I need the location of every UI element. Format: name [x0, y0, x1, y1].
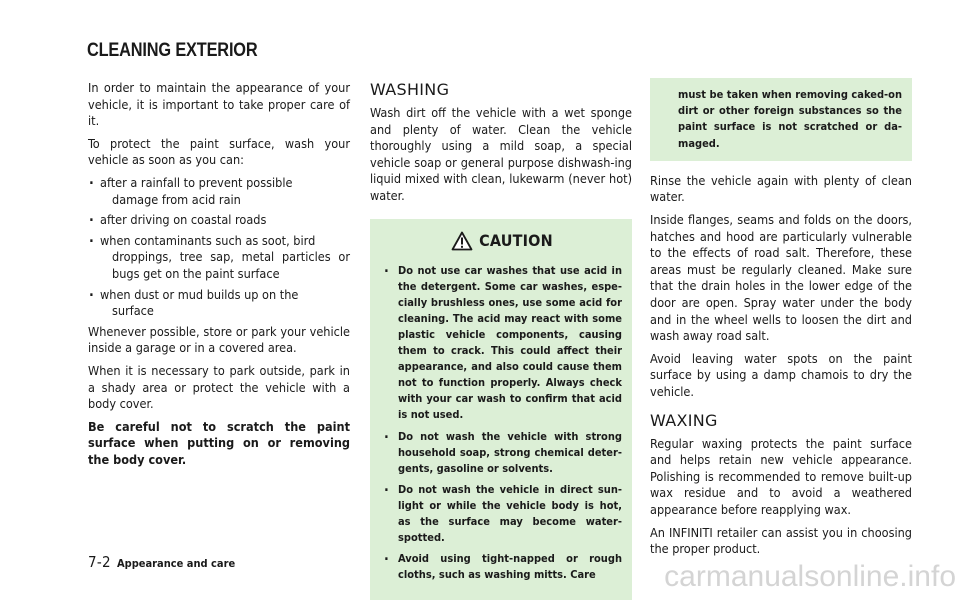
column-middle — [370, 80, 632, 600]
caution-title: CAUTION — [479, 231, 553, 251]
page-footer — [88, 553, 235, 571]
wash-paragraph: Wash dirt off the vehicle with a wet sponge and plenty of water. Clean the vehicle thoroughly using a mild soap, a special vehicle soap or general purpose dishwash-ing liquid mixed with clean, lukewarm (never hot) water. — [370, 105, 632, 203]
caution-continuation: must be taken when removing caked-on dirt or other foreign substances so the paint surface is not scratched or da-maged. — [678, 88, 902, 150]
protect-paragraph: To protect the paint surface, wash your vehicle as soon as you can: — [88, 135, 350, 168]
rinse-paragraph: Rinse the vehicle again with plenty of clean water. — [650, 172, 912, 205]
spots-paragraph: Avoid leaving water spots on the paint surface by using a damp chamois to dry the vehicle. — [650, 350, 912, 399]
list-item: . after driving on coastal roads — [88, 212, 350, 229]
caution-item: . Do not wash the vehicle with strong household soap, strong chemical deter-gents, gasoline or solvents. — [382, 429, 622, 477]
caution-list — [382, 263, 622, 584]
list-item: . when contaminants such as soot, bird droppings, tree sap, metal particles or bugs get on the paint surface — [88, 233, 350, 283]
caution-box — [370, 219, 632, 600]
caution-item: . Do not use car washes that use acid in the detergent. Some car washes, espe-cially brushless ones, use some acid for cleaning. The acid may react with some plastic vehicle components, causing them to crack. This could affect their appearance, and also could cause them not to function properly. Always check with your car wash to confirm that acid is not used. — [382, 263, 622, 424]
caution-continuation-box — [650, 78, 912, 161]
column-right — [650, 80, 912, 564]
warning-icon — [451, 231, 473, 251]
washing-heading: WASHING — [370, 80, 450, 99]
watermark: carmanualsonline.info — [664, 560, 956, 593]
park-paragraph: When it is necessary to park outside, park in a shady area or protect the vehicle with a body cover. — [88, 362, 350, 412]
retailer-paragraph: An INFINITI retailer can assist you in choosing the proper product. — [650, 524, 912, 557]
column-left — [88, 80, 350, 474]
waxing-heading: WAXING — [650, 410, 718, 430]
caution-item: . Avoid using tight-napped or rough cloths, such as washing mitts. Care — [382, 551, 622, 583]
intro-paragraph: In order to maintain the appearance of your vehicle, it is important to take proper care of it. — [88, 80, 350, 129]
page-title: CLEANING EXTERIOR — [87, 40, 258, 61]
wash-conditions-list — [88, 175, 350, 320]
waxing-paragraph: Regular waxing protects the paint surface and helps retain new vehicle appearance. Polishing is recommended to remove built-up wax residue and to avoid a weathered appearance before reapplying wax. — [650, 435, 912, 517]
careful-paragraph: Be careful not to scratch the paint surface when putting on or removing the body cover. — [88, 418, 350, 467]
list-item: . after a rainfall to prevent possible damage from acid rain — [88, 175, 350, 208]
store-paragraph: Whenever possible, store or park your vehicle inside a garage or in a covered area. — [88, 323, 350, 356]
page-number: 7-2 — [88, 553, 111, 571]
caution-item: . Do not wash the vehicle in direct sun-light or while the vehicle body is hot, as the surface may become water-spotted. — [382, 482, 622, 546]
caution-header — [382, 231, 622, 251]
section-name: Appearance and care — [116, 557, 236, 570]
list-item: . when dust or mud builds up on the surface — [88, 287, 350, 320]
flanges-paragraph: Inside flanges, seams and folds on the doors, hatches and hood are particularly vulnerable to the effects of road salt. Therefore, these areas must be regularly cleaned. Make sure that the drain holes in the lower edge of the door are open. Spray water under the body and in the wheel wells to loosen the dirt and wash away road salt. — [650, 212, 912, 344]
